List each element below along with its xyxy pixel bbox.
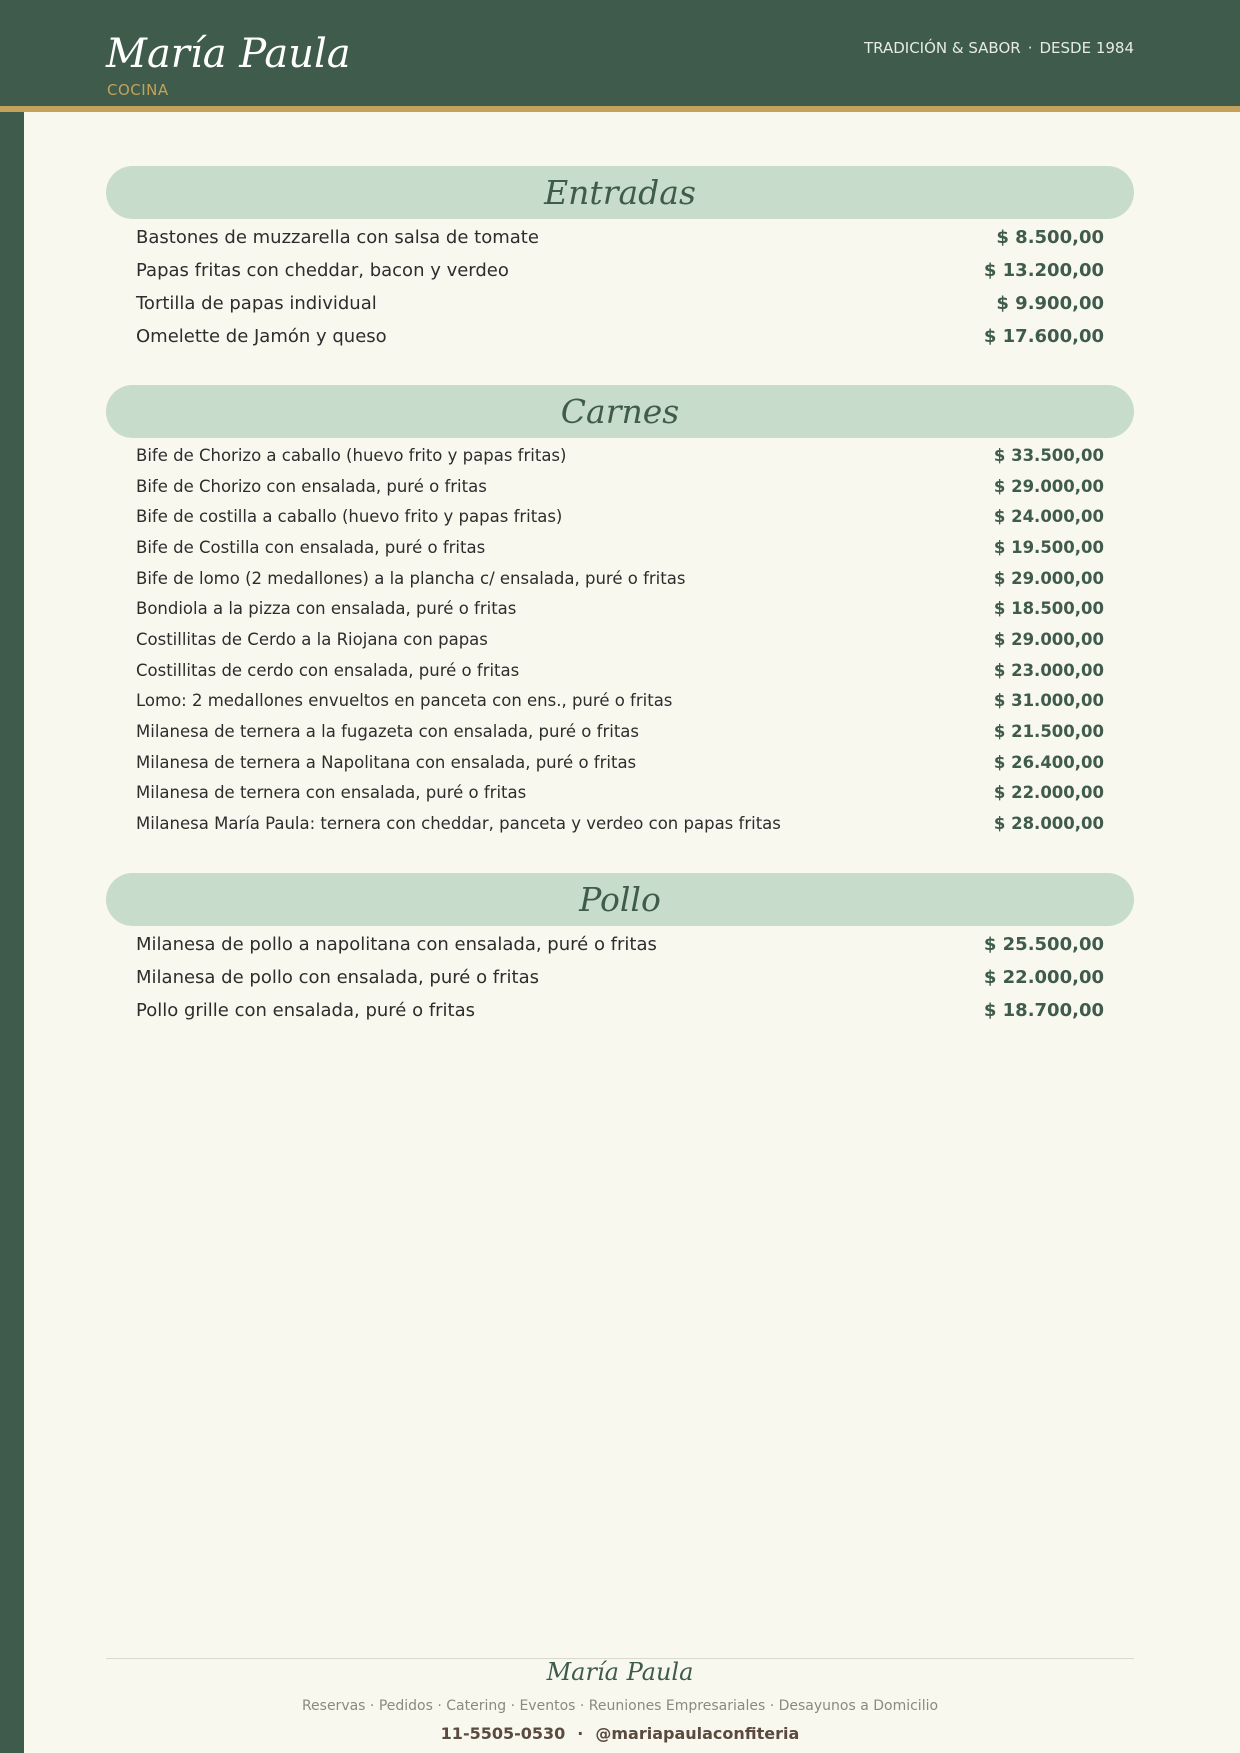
menu-item [106,563,1134,594]
item-name: Pollo grille con ensalada, puré o fritas [136,1000,476,1021]
item-name: Bondiola a la pizza con ensalada, puré o fritas [136,599,517,619]
item-name: Bife de Chorizo a caballo (huevo frito y papas fritas) [136,445,567,465]
item-price: $ 33.500,00 [993,445,1104,465]
item-price: $ 24.000,00 [993,507,1104,527]
menu-item [106,287,1134,320]
item-name: Bife de costilla a caballo (huevo frito y papas fritas) [136,507,563,527]
item-price: $ 29.000,00 [993,476,1104,496]
header-accent-line [0,106,1240,112]
footer-phone: 11-5505-0530 [440,1724,566,1743]
menu-item [106,501,1134,532]
item-price: $ 29.000,00 [993,568,1104,588]
tagline-separator: · [1027,39,1033,57]
brand-title: María Paula [106,31,351,77]
item-name: Bife de Costilla con ensalada, puré o fritas [136,537,486,557]
item-price: $ 18.500,00 [993,599,1104,619]
footer-brand: María Paula [546,1658,694,1686]
menu-item [106,593,1134,624]
menu-item [106,221,1134,254]
side-strip [0,112,24,1753]
item-price: $ 8.500,00 [996,227,1104,248]
section-header-pill [106,873,1134,926]
item-name: Omelette de Jamón y queso [136,326,387,347]
item-name: Milanesa María Paula: ternera con cheddar, panceta y verdeo con papas fritas [136,814,781,834]
tagline [864,39,1134,57]
menu-item [106,994,1134,1027]
item-name: Bife de lomo (2 medallones) a la plancha c/ ensalada, puré o fritas [136,568,686,588]
menu-item-list [106,221,1134,353]
menu-item [106,961,1134,994]
item-name: Tortilla de papas individual [136,293,377,314]
section-pollo [106,873,1134,1027]
menu-item [106,624,1134,655]
section-title: Pollo [579,880,661,919]
menu-item [106,808,1134,839]
menu-item [106,532,1134,563]
item-price: $ 18.700,00 [983,1000,1104,1021]
item-price: $ 29.000,00 [993,629,1104,649]
footer-social-handle: @mariapaulaconfiteria [595,1724,800,1743]
menu-item [106,716,1134,747]
item-price: $ 26.400,00 [993,752,1104,772]
tagline-right: DESDE 1984 [1039,39,1134,57]
item-price: $ 28.000,00 [993,814,1104,834]
section-header-pill [106,385,1134,438]
footer-services: Reservas · Pedidos · Catering · Eventos · Reuniones Empresariales · Desayunos a Domicilio [301,1698,939,1714]
item-name: Milanesa de ternera con ensalada, puré o fritas [136,783,527,803]
item-name: Bife de Chorizo con ensalada, puré o fritas [136,476,487,496]
item-price: $ 22.000,00 [993,783,1104,803]
section-header-pill [106,166,1134,219]
menu-item-list [106,928,1134,1027]
section-carnes [106,385,1134,839]
menu-item-list [106,440,1134,839]
item-price: $ 23.000,00 [993,660,1104,680]
item-price: $ 13.200,00 [983,260,1104,281]
menu-item [106,778,1134,809]
item-price: $ 22.000,00 [983,967,1104,988]
item-name: Costillitas de cerdo con ensalada, puré o fritas [136,660,520,680]
item-name: Costillitas de Cerdo a la Riojana con papas [136,629,488,649]
item-name: Bastones de muzzarella con salsa de tomate [136,227,539,248]
menu-item [106,686,1134,717]
menu-item [106,471,1134,502]
section-entradas [106,166,1134,353]
menu-item [106,254,1134,287]
item-price: $ 9.900,00 [996,293,1104,314]
menu-item [106,928,1134,961]
item-price: $ 31.000,00 [993,691,1104,711]
item-name: Milanesa de pollo a napolitana con ensalada, puré o fritas [136,934,657,955]
footer-contact [0,1724,1240,1743]
item-name: Papas fritas con cheddar, bacon y verdeo [136,260,509,281]
tagline-left: TRADICIÓN & SABOR [864,39,1021,57]
item-name: Milanesa de ternera a Napolitana con ensalada, puré o fritas [136,752,637,772]
menu-item [106,655,1134,686]
section-title: Carnes [560,392,680,431]
item-price: $ 19.500,00 [993,537,1104,557]
item-price: $ 25.500,00 [983,934,1104,955]
menu-item [106,747,1134,778]
item-name: Lomo: 2 medallones envueltos en panceta con ens., puré o fritas [136,691,673,711]
item-name: Milanesa de pollo con ensalada, puré o fritas [136,967,540,988]
footer-separator: · [577,1724,584,1743]
item-price: $ 21.500,00 [993,722,1104,742]
item-name: Milanesa de ternera a la fugazeta con ensalada, puré o fritas [136,722,639,742]
menu-item [106,440,1134,471]
brand-subtitle: COCINA [107,81,169,99]
section-title: Entradas [544,173,696,212]
item-price: $ 17.600,00 [983,326,1104,347]
menu-item [106,320,1134,353]
